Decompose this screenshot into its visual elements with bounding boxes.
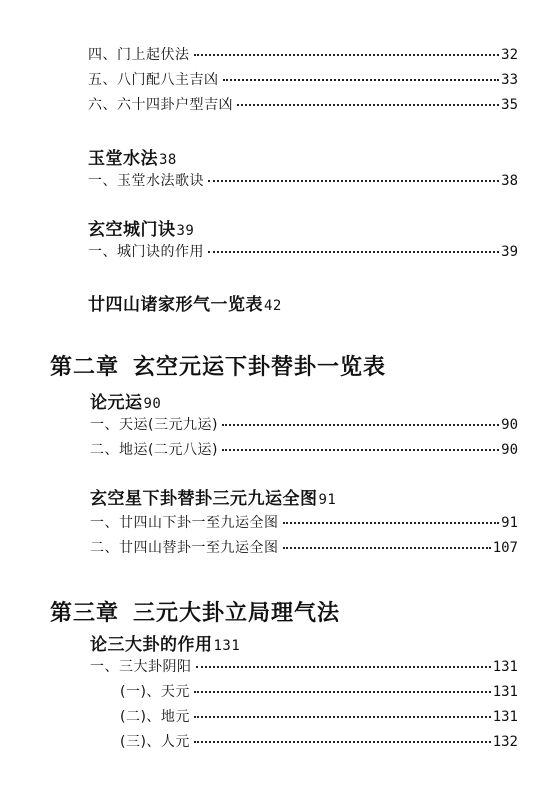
chapter-number: 第三章	[50, 601, 120, 626]
page-number: 35	[501, 97, 518, 113]
page-number: 107	[492, 540, 518, 556]
page-number: 39	[176, 223, 195, 239]
toc-entry[interactable]	[90, 439, 518, 459]
dot-leader	[194, 49, 500, 59]
page-number: 91	[318, 492, 337, 508]
toc-entry[interactable]	[120, 706, 518, 726]
dot-leader	[194, 736, 491, 746]
section-heading[interactable]	[90, 388, 161, 413]
page-number: 131	[213, 638, 241, 654]
entry-label: (三)、人元	[120, 734, 190, 750]
dot-leader	[283, 517, 500, 527]
section-title: 玄空城门诀	[88, 220, 176, 240]
toc-entry[interactable]	[88, 241, 518, 261]
chapter-number: 第二章	[50, 355, 120, 380]
entry-label: 五、八门配八主吉凶	[88, 72, 219, 88]
page-number: 32	[501, 47, 518, 63]
entry-label: (一)、天元	[120, 684, 190, 700]
section-title: 论三大卦的作用	[90, 635, 213, 655]
section-heading[interactable]	[88, 144, 177, 169]
toc-entry[interactable]	[88, 44, 518, 64]
toc-entry[interactable]	[90, 512, 518, 532]
entry-label: 一、城门诀的作用	[88, 244, 204, 260]
entry-label: 四、门上起伏法	[88, 47, 190, 63]
section-title: 论元运	[90, 393, 143, 413]
entry-label: 六、六十四卦户型吉凶	[88, 97, 233, 113]
page-number: 39	[501, 244, 518, 260]
dot-leader	[222, 419, 499, 429]
page-number: 132	[492, 734, 518, 750]
entry-label: (二)、地元	[120, 709, 190, 725]
toc-entry[interactable]	[90, 537, 518, 557]
toc-entry[interactable]	[120, 681, 518, 701]
entry-label: 一、玉堂水法歌诀	[88, 173, 204, 189]
page-number: 91	[501, 515, 518, 531]
entry-label: 一、天运(三元九运)	[90, 417, 218, 433]
page-number: 131	[492, 684, 518, 700]
entry-label: 二、地运(二元八运)	[90, 442, 218, 458]
dot-leader	[208, 175, 499, 185]
page-number: 90	[143, 396, 162, 412]
entry-label: 一、廿四山下卦一至九运全图	[90, 515, 279, 531]
page-number: 90	[501, 417, 518, 433]
toc-entry[interactable]	[90, 414, 518, 434]
page-number: 42	[264, 298, 282, 314]
dot-leader	[194, 686, 491, 696]
section-title: 廿四山诸家形气一览表	[88, 295, 263, 315]
section-heading[interactable]	[88, 215, 194, 240]
dot-leader	[208, 246, 499, 256]
chapter-title: 玄空元运下卦替卦一览表	[133, 355, 387, 380]
toc-entry[interactable]	[90, 656, 518, 676]
section-title: 玄空星下卦替卦三元九运全图	[90, 489, 318, 509]
toc-entry[interactable]	[88, 94, 518, 114]
chapter-heading[interactable]	[50, 350, 386, 381]
page-number: 38	[159, 152, 177, 168]
section-heading[interactable]	[88, 290, 282, 315]
dot-leader	[194, 711, 491, 721]
dot-leader	[222, 444, 499, 454]
chapter-heading[interactable]	[50, 596, 340, 627]
section-title: 玉堂水法	[88, 149, 158, 169]
dot-leader	[196, 661, 491, 671]
dot-leader	[237, 99, 499, 109]
entry-label: 一、三大卦阴阳	[90, 659, 192, 675]
page-number: 131	[492, 659, 518, 675]
toc-entry[interactable]	[120, 731, 518, 751]
page-number: 38	[501, 173, 518, 189]
section-heading[interactable]	[90, 484, 336, 509]
dot-leader	[283, 542, 491, 552]
page-number: 33	[501, 72, 518, 88]
section-heading[interactable]	[90, 630, 240, 655]
toc-entry[interactable]	[88, 69, 518, 89]
chapter-title: 三元大卦立局理气法	[133, 601, 341, 626]
dot-leader	[223, 74, 500, 84]
page-number: 90	[501, 442, 518, 458]
toc-entry[interactable]	[88, 170, 518, 190]
entry-label: 二、廿四山替卦一至九运全图	[90, 540, 279, 556]
page-number: 131	[492, 709, 518, 725]
